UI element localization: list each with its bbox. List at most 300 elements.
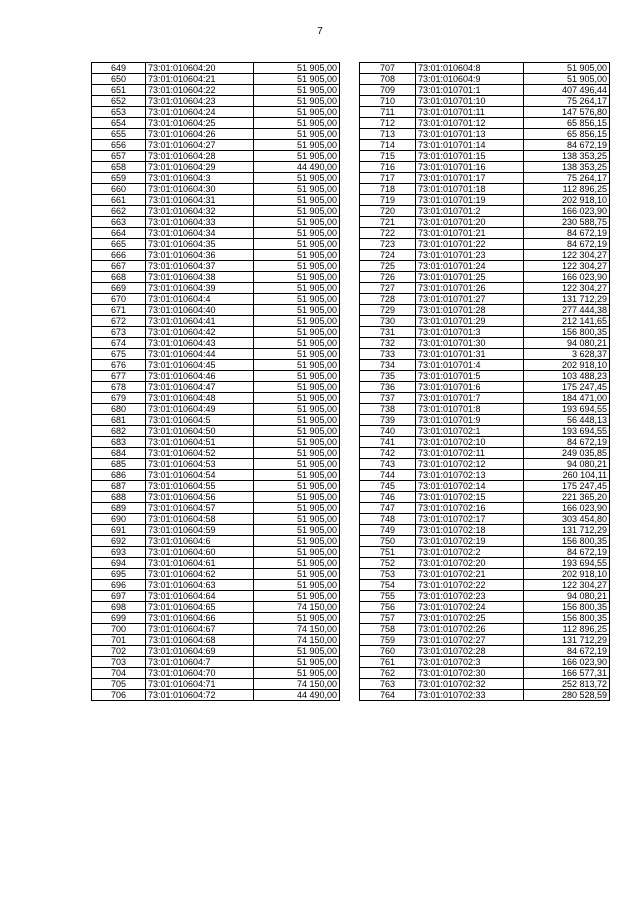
row-number: 734 xyxy=(360,360,416,371)
cadastral-value: 122 304,27 xyxy=(524,283,610,294)
cadastral-value: 122 304,27 xyxy=(524,580,610,591)
table-row xyxy=(360,305,610,316)
cadastral-value: 51 905,00 xyxy=(254,327,340,338)
row-number: 746 xyxy=(360,492,416,503)
cadastral-number: 73:01:010604:71 xyxy=(146,679,254,690)
cadastral-value: 51 905,00 xyxy=(254,514,340,525)
cadastral-number: 73:01:010702:1 xyxy=(416,426,524,437)
cadastral-value: 156 800,35 xyxy=(524,327,610,338)
cadastral-value: 166 023,90 xyxy=(524,206,610,217)
table-row xyxy=(92,107,340,118)
cadastral-value: 51 905,00 xyxy=(254,492,340,503)
row-number: 752 xyxy=(360,558,416,569)
table-row xyxy=(360,206,610,217)
cadastral-number: 73:01:010701:15 xyxy=(416,151,524,162)
cadastral-value: 84 672,19 xyxy=(524,547,610,558)
table-row xyxy=(360,448,610,459)
table-row xyxy=(360,426,610,437)
cadastral-number: 73:01:010702:30 xyxy=(416,668,524,679)
cadastral-number: 73:01:010604:30 xyxy=(146,184,254,195)
table-row xyxy=(92,217,340,228)
row-number: 719 xyxy=(360,195,416,206)
cadastral-value: 51 905,00 xyxy=(254,404,340,415)
cadastral-value: 51 905,00 xyxy=(254,613,340,624)
row-number: 744 xyxy=(360,470,416,481)
cadastral-value: 51 905,00 xyxy=(254,283,340,294)
cadastral-value: 280 528,59 xyxy=(524,690,610,701)
row-number: 708 xyxy=(360,74,416,85)
table-row xyxy=(92,569,340,580)
table-row xyxy=(92,679,340,690)
cadastral-value: 51 905,00 xyxy=(254,371,340,382)
cadastral-value: 51 905,00 xyxy=(254,96,340,107)
table-row xyxy=(92,184,340,195)
row-number: 678 xyxy=(92,382,146,393)
cadastral-value: 156 800,35 xyxy=(524,536,610,547)
cadastral-value: 51 905,00 xyxy=(254,305,340,316)
cadastral-number: 73:01:010604:70 xyxy=(146,668,254,679)
table-row xyxy=(360,195,610,206)
row-number: 692 xyxy=(92,536,146,547)
cadastral-number: 73:01:010702:17 xyxy=(416,514,524,525)
table-row xyxy=(360,580,610,591)
cadastral-value: 51 905,00 xyxy=(254,63,340,74)
row-number: 700 xyxy=(92,624,146,635)
cadastral-number: 73:01:010701:9 xyxy=(416,415,524,426)
table-row xyxy=(92,151,340,162)
cadastral-value: 51 905,00 xyxy=(254,151,340,162)
cadastral-number: 73:01:010604:8 xyxy=(416,63,524,74)
table-row xyxy=(360,657,610,668)
table-row xyxy=(360,228,610,239)
table-row xyxy=(92,162,340,173)
table-row xyxy=(92,129,340,140)
cadastral-value: 131 712,29 xyxy=(524,294,610,305)
table-row xyxy=(92,657,340,668)
table-row xyxy=(92,415,340,426)
cadastral-number: 73:01:010604:32 xyxy=(146,206,254,217)
row-number: 701 xyxy=(92,635,146,646)
table-row xyxy=(360,162,610,173)
table-row xyxy=(92,250,340,261)
table-row xyxy=(360,349,610,360)
table-row xyxy=(360,690,610,701)
cadastral-number: 73:01:010702:2 xyxy=(416,547,524,558)
cadastral-number: 73:01:010604:39 xyxy=(146,283,254,294)
cadastral-number: 73:01:010701:18 xyxy=(416,184,524,195)
row-number: 711 xyxy=(360,107,416,118)
cadastral-number: 73:01:010701:30 xyxy=(416,338,524,349)
cadastral-number: 73:01:010701:13 xyxy=(416,129,524,140)
cadastral-number: 73:01:010604:44 xyxy=(146,349,254,360)
cadastral-number: 73:01:010604:24 xyxy=(146,107,254,118)
cadastral-value: 51 905,00 xyxy=(524,74,610,85)
cadastral-number: 73:01:010604:55 xyxy=(146,481,254,492)
row-number: 695 xyxy=(92,569,146,580)
row-number: 666 xyxy=(92,250,146,261)
cadastral-value: 84 672,19 xyxy=(524,239,610,250)
table-row xyxy=(92,195,340,206)
row-number: 698 xyxy=(92,602,146,613)
row-number: 748 xyxy=(360,514,416,525)
cadastral-value: 75 264,17 xyxy=(524,173,610,184)
cadastral-number: 73:01:010604:59 xyxy=(146,525,254,536)
cadastral-value: 44 490,00 xyxy=(254,162,340,173)
cadastral-number: 73:01:010702:28 xyxy=(416,646,524,657)
row-number: 758 xyxy=(360,624,416,635)
cadastral-value: 156 800,35 xyxy=(524,602,610,613)
row-number: 743 xyxy=(360,459,416,470)
cadastral-value: 75 264,17 xyxy=(524,96,610,107)
row-number: 739 xyxy=(360,415,416,426)
table-row xyxy=(92,239,340,250)
cadastral-value: 166 023,90 xyxy=(524,657,610,668)
table-row xyxy=(92,371,340,382)
row-number: 665 xyxy=(92,239,146,250)
table-row xyxy=(360,382,610,393)
table-row xyxy=(92,404,340,415)
cadastral-value: 147 576,80 xyxy=(524,107,610,118)
cadastral-number: 73:01:010604:34 xyxy=(146,228,254,239)
row-number: 725 xyxy=(360,261,416,272)
register-table-right xyxy=(359,62,610,701)
table-row xyxy=(92,646,340,657)
table-row xyxy=(360,151,610,162)
table-row xyxy=(92,492,340,503)
table-row xyxy=(360,140,610,151)
cadastral-number: 73:01:010702:25 xyxy=(416,613,524,624)
cadastral-number: 73:01:010701:6 xyxy=(416,382,524,393)
cadastral-value: 184 471,00 xyxy=(524,393,610,404)
row-number: 729 xyxy=(360,305,416,316)
row-number: 721 xyxy=(360,217,416,228)
table-row xyxy=(360,481,610,492)
cadastral-value: 51 905,00 xyxy=(254,272,340,283)
table-row xyxy=(360,316,610,327)
cadastral-number: 73:01:010604:23 xyxy=(146,96,254,107)
cadastral-number: 73:01:010702:10 xyxy=(416,437,524,448)
row-number: 727 xyxy=(360,283,416,294)
cadastral-number: 73:01:010701:8 xyxy=(416,404,524,415)
table-row xyxy=(360,404,610,415)
cadastral-number: 73:01:010701:17 xyxy=(416,173,524,184)
row-number: 716 xyxy=(360,162,416,173)
row-number: 652 xyxy=(92,96,146,107)
cadastral-number: 73:01:010701:28 xyxy=(416,305,524,316)
cadastral-number: 73:01:010604:3 xyxy=(146,173,254,184)
cadastral-value: 112 896,25 xyxy=(524,184,610,195)
cadastral-number: 73:01:010701:12 xyxy=(416,118,524,129)
cadastral-number: 73:01:010604:69 xyxy=(146,646,254,657)
cadastral-number: 73:01:010604:9 xyxy=(416,74,524,85)
row-number: 755 xyxy=(360,591,416,602)
table-row xyxy=(92,481,340,492)
row-number: 679 xyxy=(92,393,146,404)
row-number: 733 xyxy=(360,349,416,360)
row-number: 761 xyxy=(360,657,416,668)
cadastral-value: 166 023,90 xyxy=(524,503,610,514)
cadastral-number: 73:01:010702:13 xyxy=(416,470,524,481)
table-row xyxy=(92,459,340,470)
row-number: 751 xyxy=(360,547,416,558)
cadastral-value: 249 035,85 xyxy=(524,448,610,459)
cadastral-number: 73:01:010702:15 xyxy=(416,492,524,503)
table-row xyxy=(92,591,340,602)
row-number: 689 xyxy=(92,503,146,514)
cadastral-number: 73:01:010604:61 xyxy=(146,558,254,569)
cadastral-number: 73:01:010604:63 xyxy=(146,580,254,591)
cadastral-number: 73:01:010604:72 xyxy=(146,690,254,701)
table-row xyxy=(360,624,610,635)
cadastral-number: 73:01:010604:64 xyxy=(146,591,254,602)
row-number: 763 xyxy=(360,679,416,690)
cadastral-number: 73:01:010604:51 xyxy=(146,437,254,448)
cadastral-number: 73:01:010604:33 xyxy=(146,217,254,228)
row-number: 670 xyxy=(92,294,146,305)
row-number: 663 xyxy=(92,217,146,228)
table-row xyxy=(92,624,340,635)
table-row xyxy=(360,184,610,195)
cadastral-number: 73:01:010702:33 xyxy=(416,690,524,701)
row-number: 681 xyxy=(92,415,146,426)
row-number: 696 xyxy=(92,580,146,591)
row-number: 720 xyxy=(360,206,416,217)
cadastral-value: 51 905,00 xyxy=(254,393,340,404)
table-row xyxy=(92,470,340,481)
table-row xyxy=(360,217,610,228)
cadastral-value: 84 672,19 xyxy=(524,140,610,151)
table-row xyxy=(92,360,340,371)
row-number: 657 xyxy=(92,151,146,162)
table-row xyxy=(360,360,610,371)
cadastral-value: 156 800,35 xyxy=(524,613,610,624)
cadastral-number: 73:01:010701:1 xyxy=(416,85,524,96)
cadastral-number: 73:01:010701:26 xyxy=(416,283,524,294)
row-number: 737 xyxy=(360,393,416,404)
table-row xyxy=(92,294,340,305)
cadastral-value: 51 905,00 xyxy=(254,129,340,140)
table-row xyxy=(360,668,610,679)
cadastral-value: 122 304,27 xyxy=(524,250,610,261)
row-number: 683 xyxy=(92,437,146,448)
table-row xyxy=(360,613,610,624)
cadastral-number: 73:01:010702:19 xyxy=(416,536,524,547)
row-number: 747 xyxy=(360,503,416,514)
table-row xyxy=(360,679,610,690)
cadastral-number: 73:01:010604:6 xyxy=(146,536,254,547)
table-row xyxy=(360,569,610,580)
table-row xyxy=(92,118,340,129)
row-number: 655 xyxy=(92,129,146,140)
cadastral-number: 73:01:010604:41 xyxy=(146,316,254,327)
cadastral-number: 73:01:010701:22 xyxy=(416,239,524,250)
cadastral-number: 73:01:010702:16 xyxy=(416,503,524,514)
table-row xyxy=(92,316,340,327)
cadastral-number: 73:01:010604:52 xyxy=(146,448,254,459)
cadastral-value: 84 672,19 xyxy=(524,646,610,657)
cadastral-value: 175 247,45 xyxy=(524,382,610,393)
table-row xyxy=(92,668,340,679)
row-number: 661 xyxy=(92,195,146,206)
row-number: 704 xyxy=(92,668,146,679)
table-row xyxy=(92,635,340,646)
cadastral-number: 73:01:010604:7 xyxy=(146,657,254,668)
row-number: 686 xyxy=(92,470,146,481)
table-row xyxy=(360,646,610,657)
table-row xyxy=(92,338,340,349)
cadastral-value: 56 448,13 xyxy=(524,415,610,426)
row-number: 658 xyxy=(92,162,146,173)
table-row xyxy=(360,591,610,602)
cadastral-value: 122 304,27 xyxy=(524,261,610,272)
table-row xyxy=(360,371,610,382)
cadastral-value: 51 905,00 xyxy=(254,503,340,514)
row-number: 685 xyxy=(92,459,146,470)
row-number: 703 xyxy=(92,657,146,668)
row-number: 682 xyxy=(92,426,146,437)
row-number: 736 xyxy=(360,382,416,393)
row-number: 718 xyxy=(360,184,416,195)
table-row xyxy=(92,206,340,217)
row-number: 706 xyxy=(92,690,146,701)
cadastral-number: 73:01:010604:58 xyxy=(146,514,254,525)
cadastral-value: 175 247,45 xyxy=(524,481,610,492)
table-row xyxy=(92,305,340,316)
cadastral-value: 94 080,21 xyxy=(524,591,610,602)
cadastral-number: 73:01:010604:50 xyxy=(146,426,254,437)
table-row xyxy=(92,272,340,283)
cadastral-value: 202 918,10 xyxy=(524,360,610,371)
row-number: 680 xyxy=(92,404,146,415)
cadastral-number: 73:01:010701:11 xyxy=(416,107,524,118)
cadastral-number: 73:01:010701:10 xyxy=(416,96,524,107)
cadastral-value: 51 905,00 xyxy=(254,118,340,129)
cadastral-value: 94 080,21 xyxy=(524,338,610,349)
cadastral-value: 51 905,00 xyxy=(254,360,340,371)
cadastral-value: 51 905,00 xyxy=(254,74,340,85)
table-row xyxy=(92,349,340,360)
row-number: 677 xyxy=(92,371,146,382)
table-row xyxy=(92,437,340,448)
row-number: 760 xyxy=(360,646,416,657)
row-number: 753 xyxy=(360,569,416,580)
cadastral-number: 73:01:010604:28 xyxy=(146,151,254,162)
cadastral-value: 303 454,80 xyxy=(524,514,610,525)
table-row xyxy=(360,272,610,283)
cadastral-value: 51 905,00 xyxy=(254,85,340,96)
table-row xyxy=(360,283,610,294)
cadastral-number: 73:01:010701:5 xyxy=(416,371,524,382)
table-row xyxy=(92,382,340,393)
row-number: 697 xyxy=(92,591,146,602)
cadastral-value: 51 905,00 xyxy=(254,525,340,536)
cadastral-number: 73:01:010604:20 xyxy=(146,63,254,74)
table-row xyxy=(360,514,610,525)
cadastral-value: 103 488,23 xyxy=(524,371,610,382)
cadastral-value: 94 080,21 xyxy=(524,459,610,470)
cadastral-value: 202 918,10 xyxy=(524,569,610,580)
cadastral-number: 73:01:010701:29 xyxy=(416,316,524,327)
cadastral-number: 73:01:010701:7 xyxy=(416,393,524,404)
cadastral-value: 51 905,00 xyxy=(254,261,340,272)
cadastral-value: 51 905,00 xyxy=(254,657,340,668)
row-number: 672 xyxy=(92,316,146,327)
table-row xyxy=(92,74,340,85)
table-row xyxy=(92,525,340,536)
cadastral-number: 73:01:010702:22 xyxy=(416,580,524,591)
cadastral-value: 51 905,00 xyxy=(254,173,340,184)
cadastral-value: 131 712,29 xyxy=(524,635,610,646)
cadastral-number: 73:01:010604:54 xyxy=(146,470,254,481)
cadastral-value: 74 150,00 xyxy=(254,635,340,646)
cadastral-number: 73:01:010702:11 xyxy=(416,448,524,459)
cadastral-number: 73:01:010701:23 xyxy=(416,250,524,261)
cadastral-value: 51 905,00 xyxy=(254,415,340,426)
cadastral-number: 73:01:010604:35 xyxy=(146,239,254,250)
row-number: 656 xyxy=(92,140,146,151)
row-number: 690 xyxy=(92,514,146,525)
table-row xyxy=(360,635,610,646)
cadastral-value: 51 905,00 xyxy=(254,470,340,481)
row-number: 673 xyxy=(92,327,146,338)
cadastral-number: 73:01:010604:67 xyxy=(146,624,254,635)
row-number: 684 xyxy=(92,448,146,459)
table-row xyxy=(360,107,610,118)
cadastral-number: 73:01:010604:37 xyxy=(146,261,254,272)
cadastral-value: 65 856,15 xyxy=(524,118,610,129)
row-number: 694 xyxy=(92,558,146,569)
row-number: 740 xyxy=(360,426,416,437)
table-row xyxy=(92,228,340,239)
row-number: 705 xyxy=(92,679,146,690)
table-row xyxy=(360,415,610,426)
cadastral-value: 74 150,00 xyxy=(254,624,340,635)
cadastral-value: 51 905,00 xyxy=(254,547,340,558)
table-row xyxy=(92,426,340,437)
cadastral-value: 51 905,00 xyxy=(524,63,610,74)
cadastral-number: 73:01:010604:29 xyxy=(146,162,254,173)
row-number: 713 xyxy=(360,129,416,140)
row-number: 730 xyxy=(360,316,416,327)
table-row xyxy=(92,514,340,525)
cadastral-number: 73:01:010702:18 xyxy=(416,525,524,536)
row-number: 660 xyxy=(92,184,146,195)
cadastral-value: 51 905,00 xyxy=(254,459,340,470)
row-number: 757 xyxy=(360,613,416,624)
cadastral-value: 260 104,11 xyxy=(524,470,610,481)
cadastral-number: 73:01:010701:20 xyxy=(416,217,524,228)
cadastral-value: 193 694,55 xyxy=(524,558,610,569)
table-row xyxy=(360,96,610,107)
cadastral-number: 73:01:010604:27 xyxy=(146,140,254,151)
cadastral-value: 51 905,00 xyxy=(254,206,340,217)
row-number: 649 xyxy=(92,63,146,74)
cadastral-number: 73:01:010604:26 xyxy=(146,129,254,140)
table-row xyxy=(360,536,610,547)
row-number: 738 xyxy=(360,404,416,415)
table-row xyxy=(92,283,340,294)
row-number: 717 xyxy=(360,173,416,184)
cadastral-number: 73:01:010604:48 xyxy=(146,393,254,404)
row-number: 668 xyxy=(92,272,146,283)
cadastral-value: 51 905,00 xyxy=(254,591,340,602)
cadastral-number: 73:01:010701:31 xyxy=(416,349,524,360)
table-row xyxy=(360,129,610,140)
table-row xyxy=(360,250,610,261)
row-number: 728 xyxy=(360,294,416,305)
register-table-left xyxy=(91,62,340,701)
cadastral-value: 51 905,00 xyxy=(254,580,340,591)
